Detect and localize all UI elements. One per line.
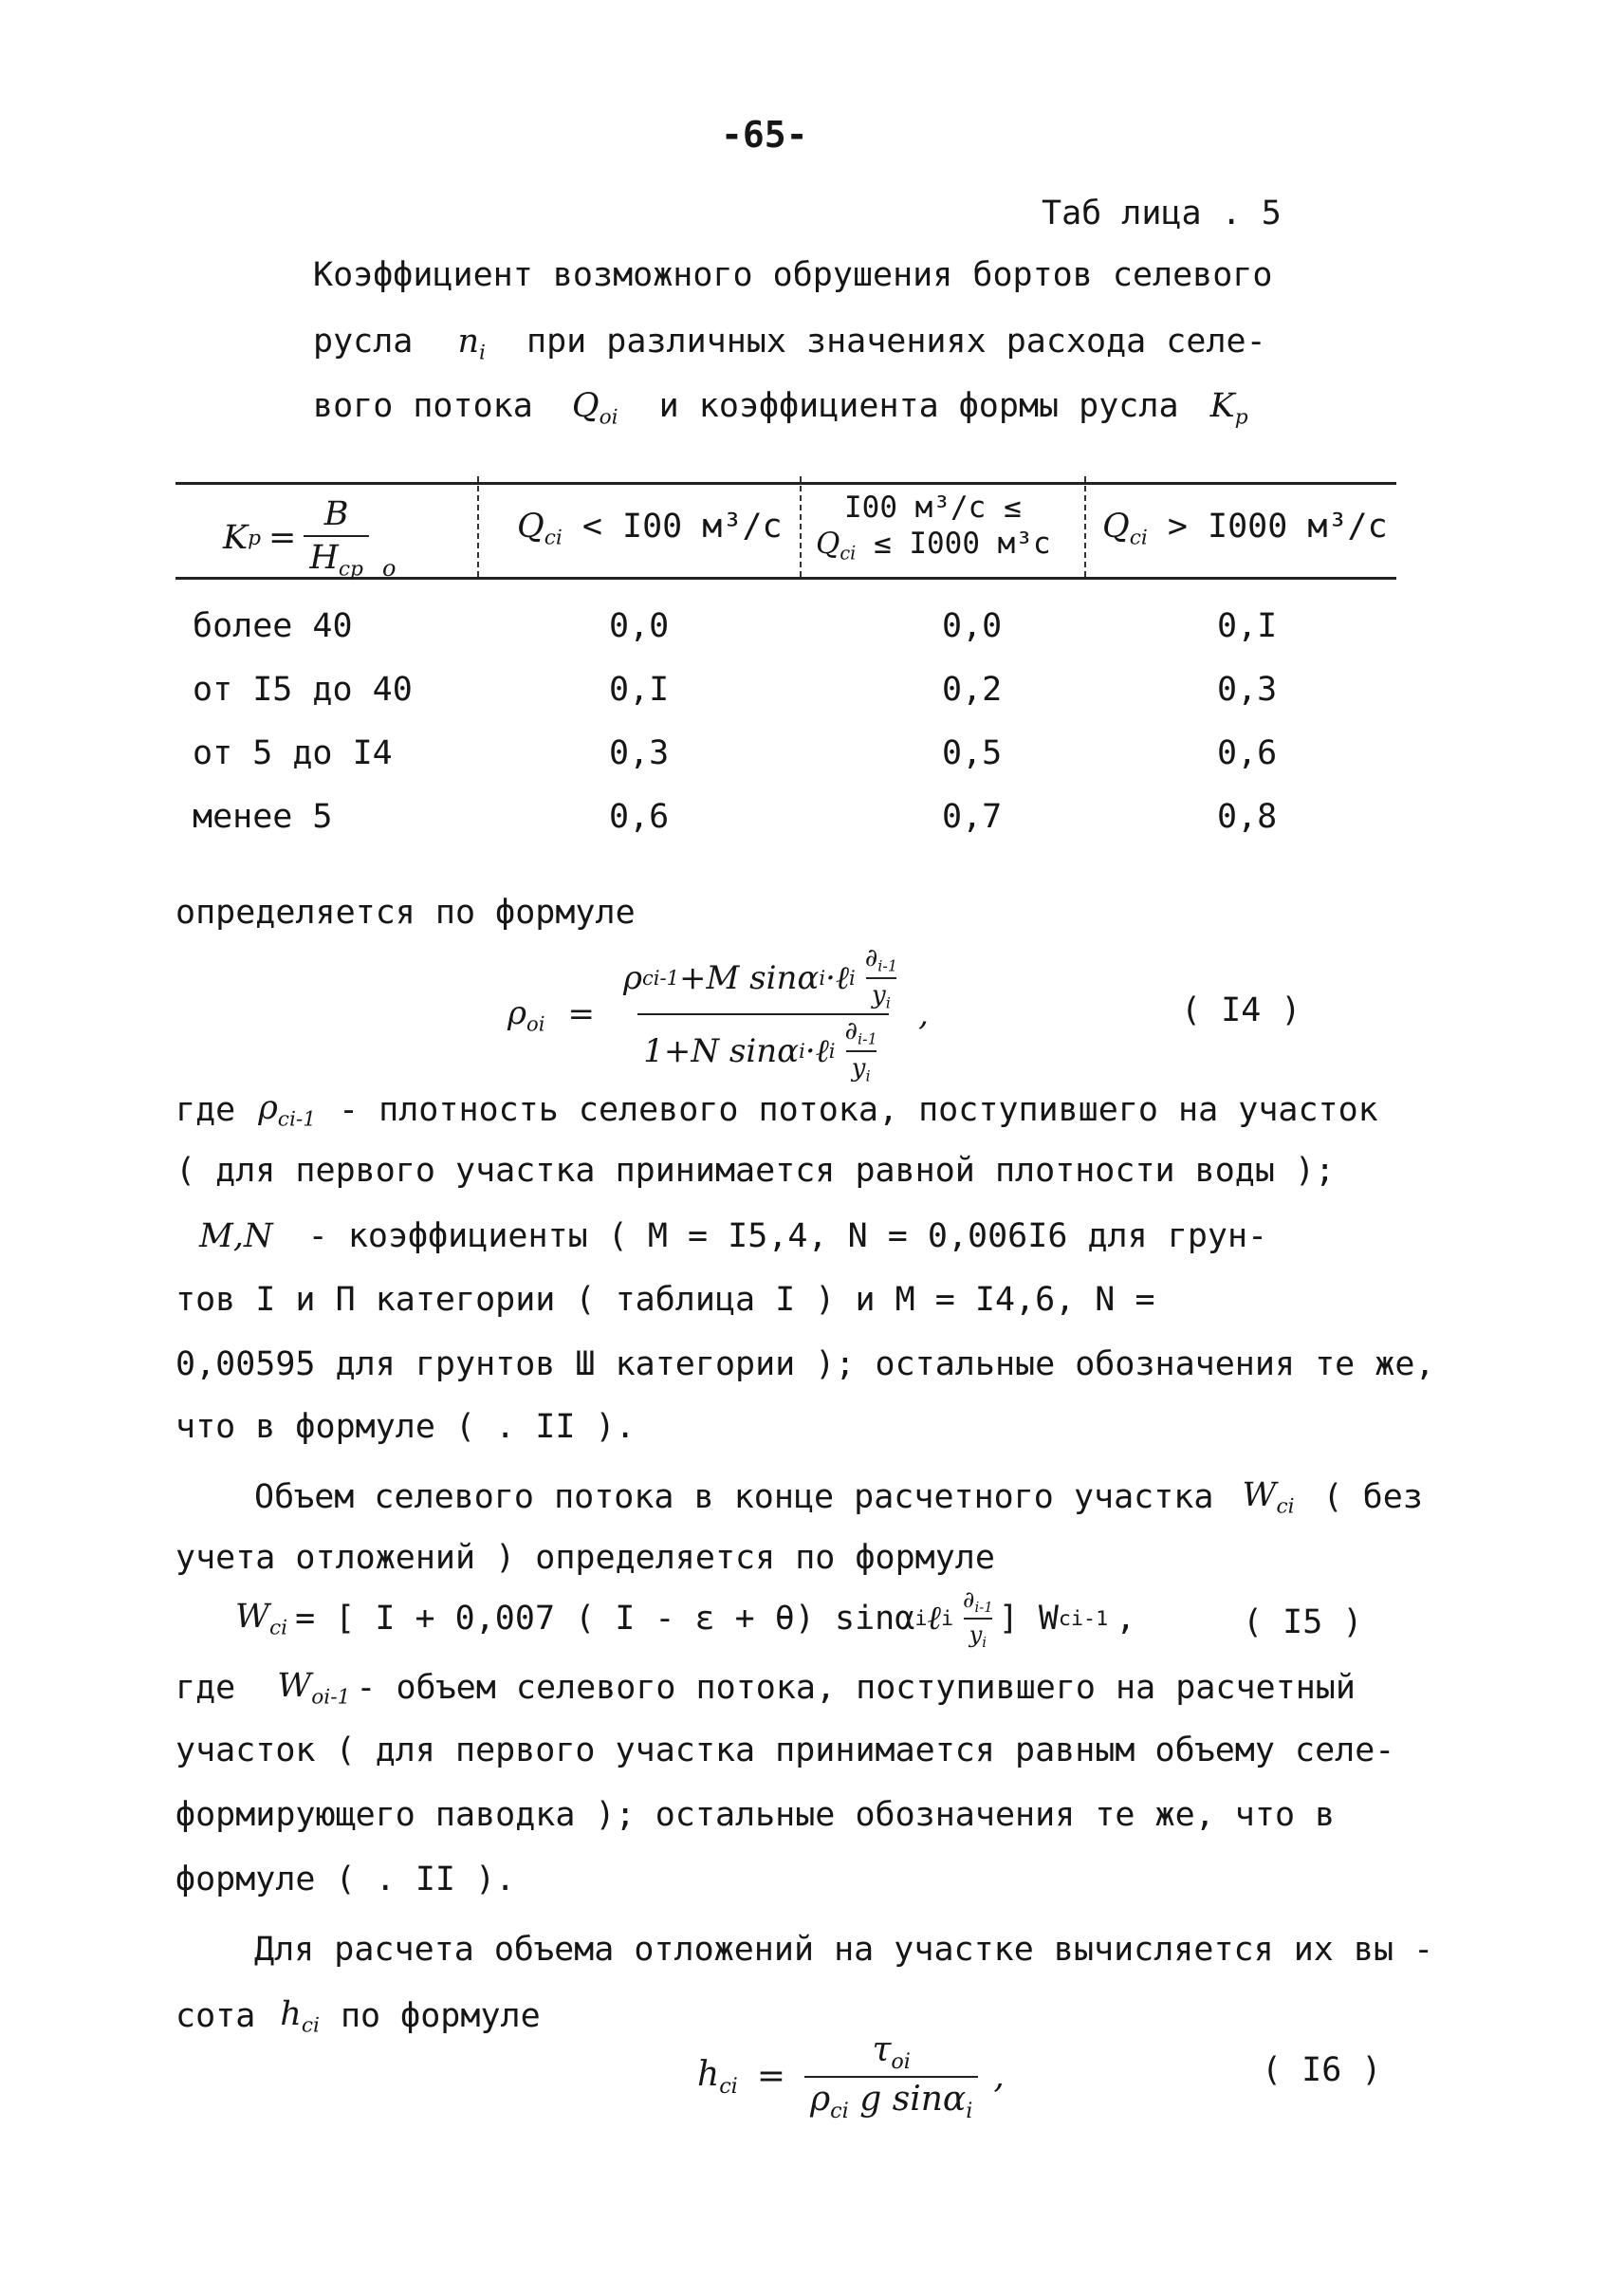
table-row-label: от I5 до 40 (193, 671, 413, 709)
table-cell: 0,0 (942, 607, 1003, 645)
paragraph-text: что в формуле ( . II ). (175, 1408, 636, 1446)
formula-number-16: ( I6 ) (1262, 2051, 1382, 2089)
where-line-2: где $W_{oi-1}$ - объем селевого потока, поступившего на расчетный (175, 1667, 1356, 1710)
paragraph-text: участок ( для первого участка принимается равным объему селе- (175, 1731, 1395, 1769)
table-caption-line2: русла $n_i$ при различных значениях расхода селе- (313, 323, 1266, 365)
paragraph-text: формирующего паводка ); остальные обозначения те же, что в (175, 1796, 1336, 1834)
paragraph-text: учета отложений ) определяется по формуле (175, 1539, 995, 1577)
table-caption-line1: Коэффициент возможного обрушения бортов селевого (313, 256, 1273, 294)
table-col-divider (477, 476, 479, 577)
paragraph-text: формуле ( . II ). (175, 1861, 516, 1898)
formula-number-14: ( I4 ) (1181, 991, 1301, 1029)
formula-15: $W_{ci}$ = [ I + 0,007 ( I - ε + θ) sinα i ℓ i $\frac{\partial_{i-1}}{y_i}$ ] W ci-1 , (235, 1586, 1136, 1652)
where-line-1: где $\rho_{ci-1}$ - плотность селевого потока, поступившего на участок (175, 1089, 1378, 1132)
page-number: -65- (721, 114, 808, 156)
table-cell: 0,I (1217, 607, 1278, 645)
paragraph-text: Для расчета объема отложений на участке вычисляется их вы - (254, 1931, 1434, 1969)
table-top-rule (175, 482, 1396, 485)
formula-number-15: ( I5 ) (1243, 1603, 1363, 1641)
table-cell: 0,I (609, 671, 670, 709)
paragraph-text: 0,00595 для грунтов Ш категории ); остальные обозначения те же, (175, 1345, 1435, 1383)
table-cell: 0,2 (942, 671, 1003, 709)
header-q-high: $Q_{ci} > I000$ м³/с (1102, 508, 1388, 550)
paragraph-text: ( для первого участка принимается равной плотности воды ); (175, 1152, 1336, 1190)
table-cell: 0,3 (1217, 671, 1278, 709)
table-cell: 0,3 (609, 734, 670, 772)
paragraph-text: Объем селевого потока в конце расчетного участка $W_{ci}$ ( без (254, 1476, 1423, 1519)
table-label: Таб лица . 5 (1042, 194, 1282, 232)
table-cell: 0,6 (609, 798, 670, 836)
table-cell: 0,7 (942, 798, 1003, 836)
formula-14: $\rho_{oi}$ = ρ ci-1 +M sinα i ·ℓ i $\frac{\partial_{i-1}}{y_i}$ 1+N sinα i ·ℓ i $\frac{\partial_{i-1}}{y_i}$ , (508, 944, 929, 1085)
formula-16: $h_{ci}$ = $\frac{\tau_{oi}}{\rho_{ci} g \sin\alpha_i}$ , (697, 2030, 1005, 2123)
table-cell: 0,5 (942, 734, 1003, 772)
header-kp: K p = $\frac{B}{H_{cp}}$ o (223, 495, 397, 582)
table-cell: 0,0 (609, 607, 670, 645)
header-q-low: $Q_{ci} < I00$ м³/с (517, 508, 783, 550)
header-q-mid: I00 м³/с ≤ $Q_{ci} \le I000$ м³с (816, 491, 1051, 565)
table-col-divider (800, 476, 802, 577)
table-caption-line3: вого потока $Q_{oi}$ и коэффициента формы русла $K_p$ (313, 387, 1248, 430)
paragraph-text: определяется по формуле (175, 894, 636, 932)
paragraph-text: тов I и П категории ( таблица I ) и M = I4,6, N = (175, 1281, 1155, 1319)
table-row-label: более 40 (193, 607, 353, 645)
table-cell: 0,6 (1217, 734, 1278, 772)
paragraph-text: сота $h_{ci}$ по формуле (175, 1995, 541, 2038)
table-col-divider (1084, 476, 1086, 577)
paragraph-text: M,N - коэффициенты ( M = I5,4, N = 0,006I6 для грун- (199, 1217, 1268, 1255)
table-row-label: от 5 до I4 (193, 734, 393, 772)
table-row-label: менее 5 (193, 798, 333, 836)
table-cell: 0,8 (1217, 798, 1278, 836)
